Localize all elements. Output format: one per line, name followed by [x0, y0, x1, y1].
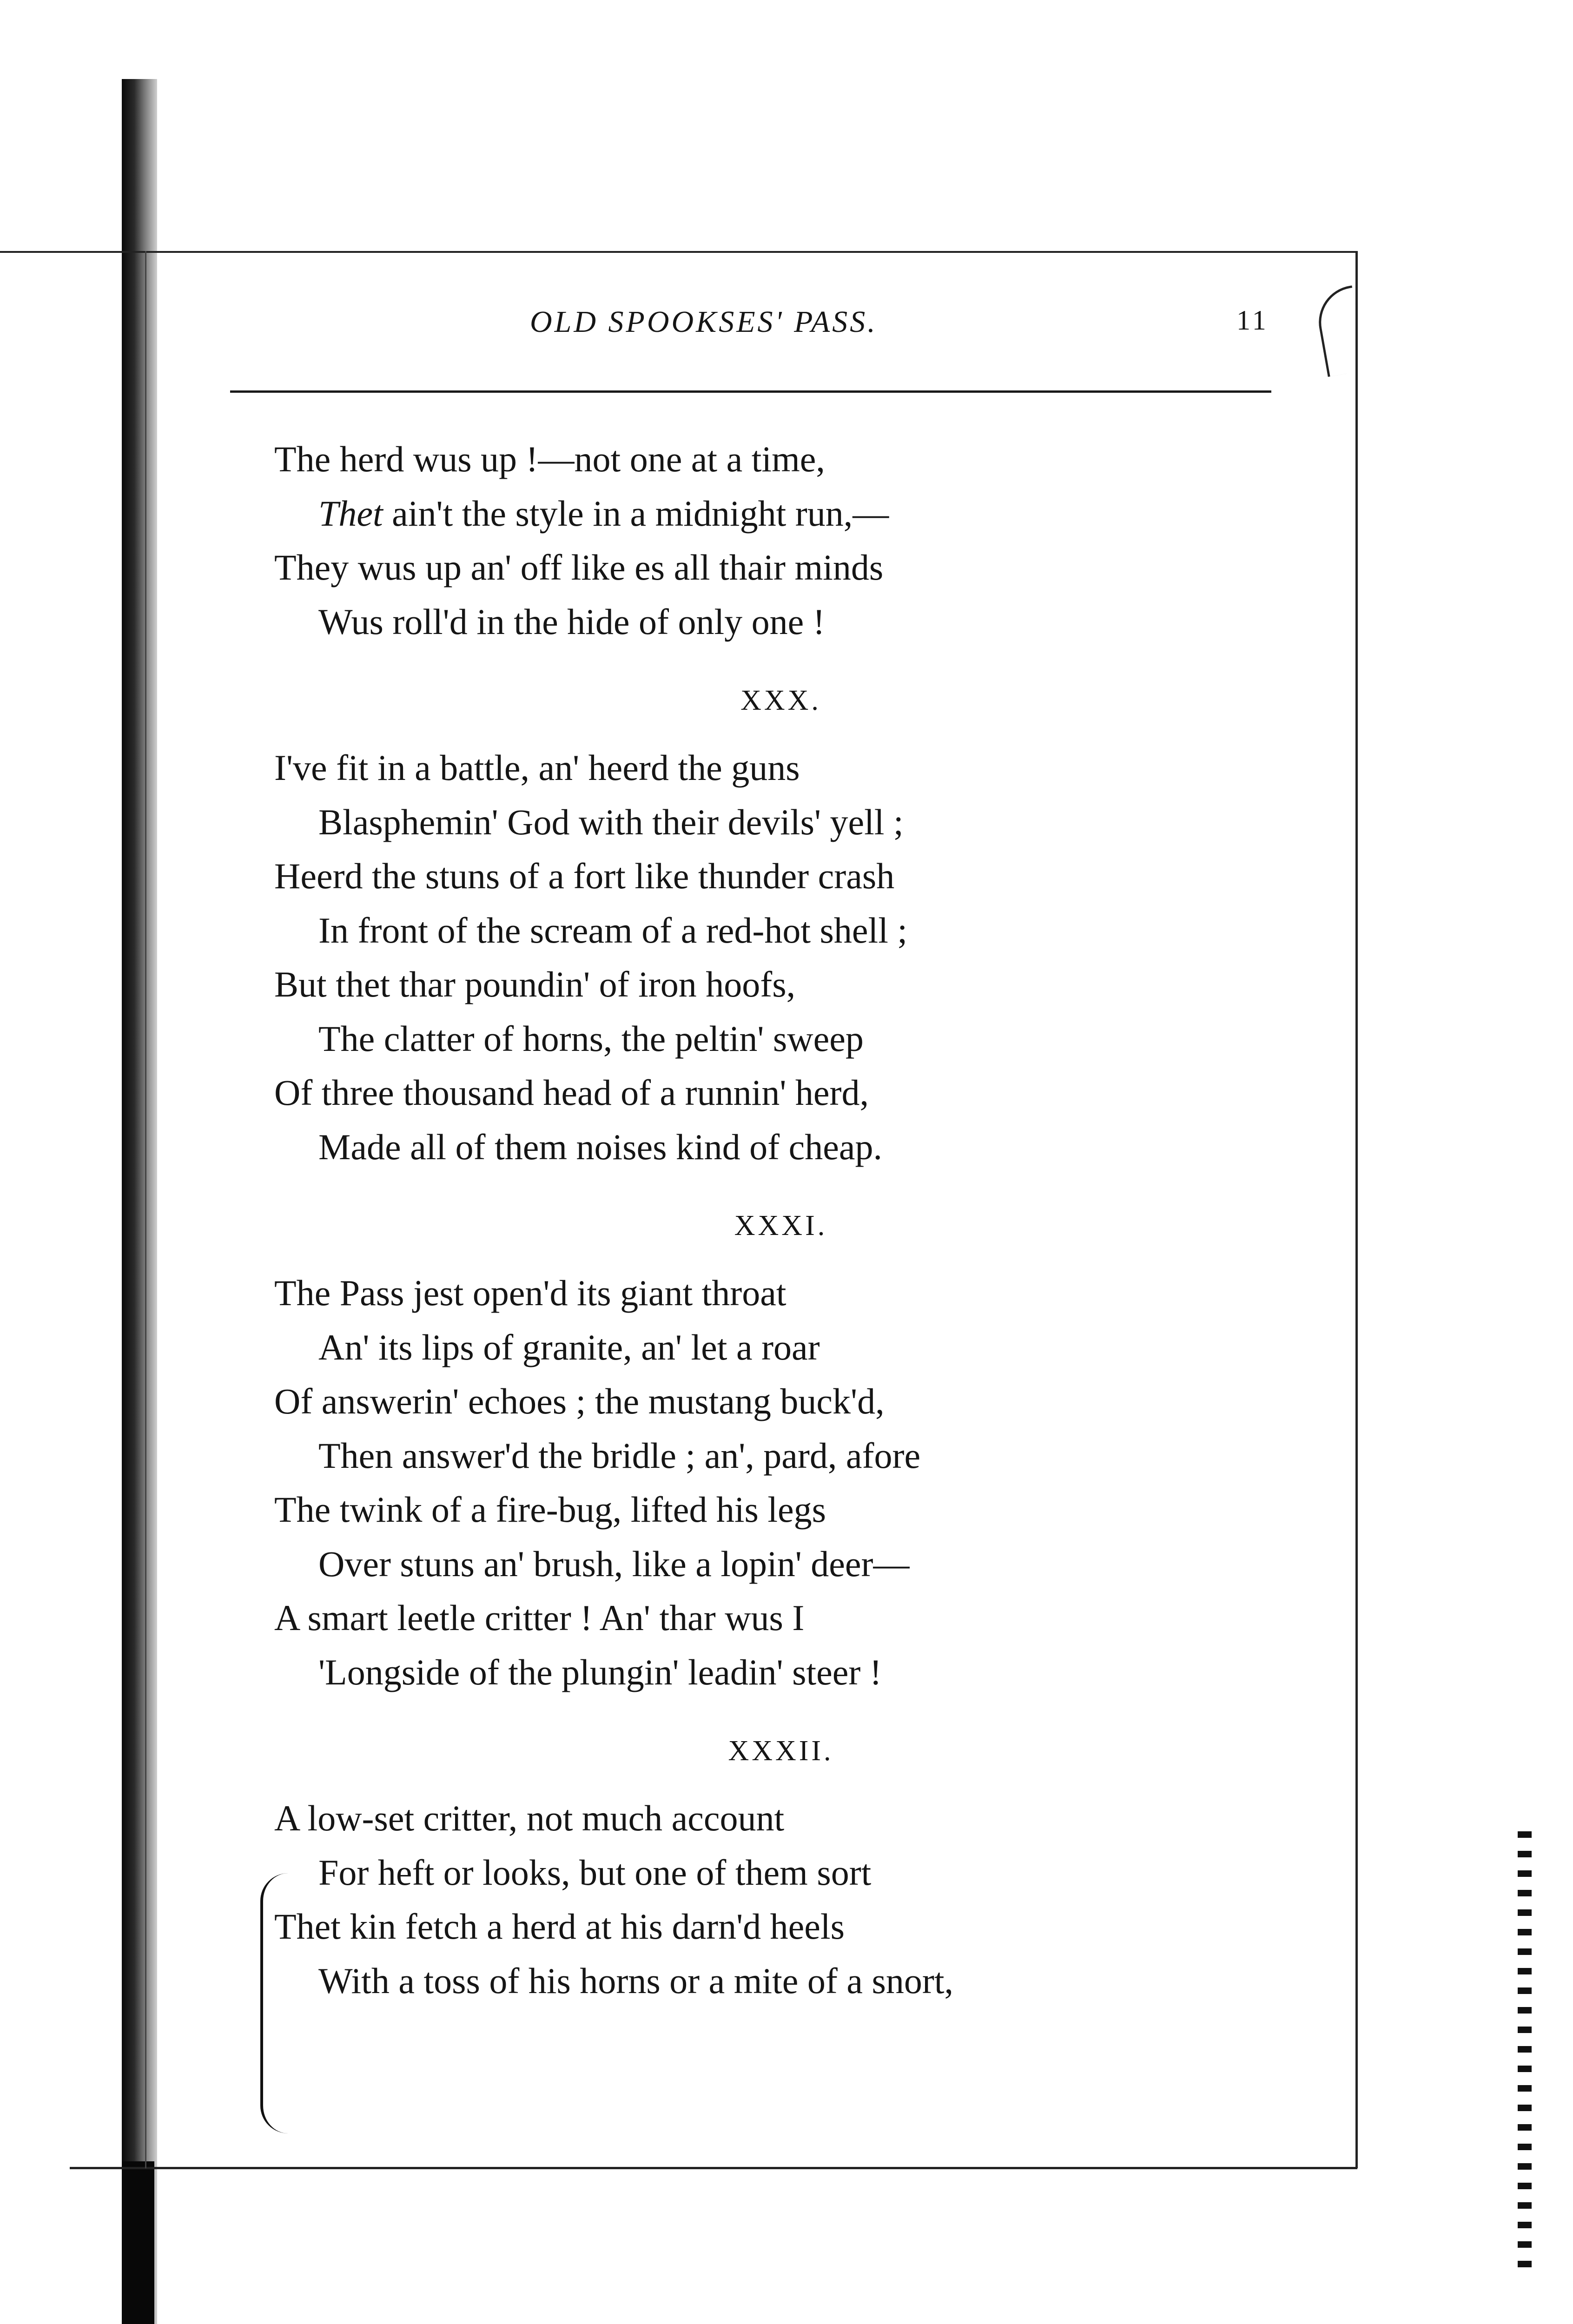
- frame-line-top: [0, 251, 1357, 253]
- edge-tick-marks: [1518, 1831, 1532, 2273]
- poem-line-text: Of three thousand head of a runnin' herd,: [274, 1072, 869, 1113]
- poem-line: [274, 1591, 1250, 1645]
- poem-line-text: A smart leetle critter ! An' thar wus I: [274, 1598, 805, 1638]
- poem-line-text: The twink of a fire-bug, lifted his legs: [274, 1489, 826, 1530]
- poem-line-text: 'Longside of the plungin' leadin' steer !: [318, 1651, 882, 1692]
- poem-line: [274, 1012, 1250, 1066]
- italic-word: Thet: [318, 493, 383, 534]
- poem-line-text: They wus up an' off like es all thair minds: [274, 547, 884, 588]
- poem-line-text: An' its lips of granite, an' let a roar: [318, 1327, 820, 1367]
- poem-line: [274, 487, 1250, 541]
- poem-line-text: Of answerin' echoes ; the mustang buck'd,: [274, 1381, 885, 1421]
- frame-line-right: [1355, 251, 1358, 2168]
- poem-line-text: In front of the scream of a red-hot shell ;: [318, 910, 908, 951]
- poem-line: [274, 1900, 1250, 1954]
- poem-line: [274, 1429, 1250, 1483]
- poem-line-text: I've fit in a battle, an' heerd the guns: [274, 747, 800, 788]
- poem-line-text: Thet kin fetch a herd at his darn'd heels: [274, 1906, 845, 1947]
- poem-line-text: Made all of them noises kind of cheap.: [318, 1126, 882, 1167]
- running-head: [0, 304, 1573, 360]
- poem-line-text: The herd wus up !—not one at a time,: [274, 439, 825, 479]
- poem-line: [274, 795, 1250, 850]
- poem-line-text: Then answer'd the bridle ; an', pard, afore: [318, 1435, 921, 1476]
- header-rule: [230, 390, 1271, 393]
- poem-line: [274, 1374, 1250, 1429]
- poem-line: [274, 957, 1250, 1012]
- poem-line: [274, 1954, 1250, 2008]
- poem-line: [274, 1066, 1250, 1120]
- page-number: 11: [1236, 305, 1269, 336]
- poem-line-text: Blasphemin' God with their devils' yell ;: [318, 801, 904, 842]
- poem-line: [274, 432, 1250, 487]
- poem-line: [274, 1537, 1250, 1591]
- frame-line-bottom: [70, 2167, 1357, 2169]
- poem-line-text: The clatter of horns, the peltin' sweep: [318, 1018, 864, 1059]
- poem-line: [274, 1846, 1250, 1900]
- poem-line: [274, 741, 1250, 795]
- stanza: [274, 673, 1250, 1174]
- poem-line: [274, 904, 1250, 958]
- poem-line: [274, 849, 1250, 904]
- poem-line-text: Wus roll'd in the hide of only one !: [318, 601, 825, 642]
- poem-body: [274, 432, 1250, 2008]
- poem-line: [274, 1645, 1250, 1700]
- page-title: OLD SPOOKSES' PASS.: [530, 305, 878, 339]
- stanza-number: XXXI.: [734, 1210, 828, 1241]
- binding-edge-shadow: [122, 79, 157, 2324]
- poem-line-text: With a toss of his horns or a mite of a snort,: [318, 1960, 953, 2001]
- stanza: [274, 1723, 1250, 2008]
- poem-line-text: ain't the style in a midnight run,—: [383, 493, 889, 534]
- poem-line-text: The Pass jest open'd its giant throat: [274, 1273, 786, 1313]
- poem-line-text: But thet thar poundin' of iron hoofs,: [274, 964, 796, 1004]
- stanza: [274, 432, 1250, 649]
- poem-line-text: Over stuns an' brush, like a lopin' deer—: [318, 1543, 910, 1584]
- poem-line: [274, 1120, 1250, 1175]
- poem-line: [274, 1483, 1250, 1537]
- poem-line-text: For heft or looks, but one of them sort: [318, 1852, 872, 1893]
- poem-line: [274, 1266, 1250, 1320]
- stanza: [274, 1198, 1250, 1699]
- stanza-number: XXX.: [740, 685, 821, 716]
- poem-line-text: A low-set critter, not much account: [274, 1798, 785, 1838]
- poem-line: [274, 541, 1250, 595]
- poem-line: [274, 1791, 1250, 1846]
- poem-line-text: Heerd the stuns of a fort like thunder crash: [274, 856, 895, 896]
- frame-line-left: [145, 251, 146, 2168]
- poem-line: [274, 595, 1250, 649]
- binding-edge-dark: [122, 2161, 154, 2324]
- stanza-number: XXXII.: [728, 1735, 834, 1767]
- poem-line: [274, 1320, 1250, 1375]
